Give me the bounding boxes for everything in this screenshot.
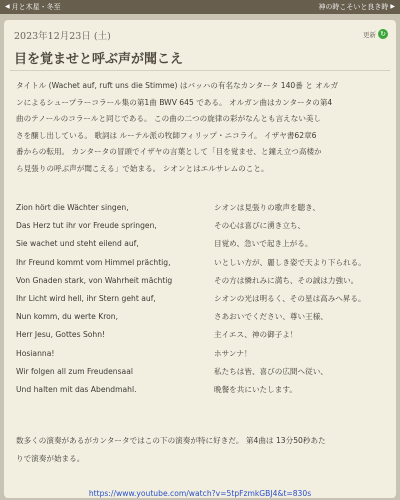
lyric-row <box>16 326 386 344</box>
closing-line: 数多くの演奏があるがカンタータではこの下の演奏が特に好きだ。 第4曲は 13分50秒あた <box>16 436 326 445</box>
lyrics-table <box>16 199 386 399</box>
lyric-german: Das Herz tut ihr vor Freude springen, <box>16 221 157 231</box>
lyric-row <box>16 235 386 253</box>
lyric-japanese: 私たちは皆、喜びの広間へ従い、 <box>214 366 328 376</box>
lyric-japanese: ホサンナ！ <box>214 348 252 358</box>
lyric-japanese: さあおいでください、尊い王様、 <box>214 312 328 322</box>
intro-line: ら見張りの呼ぶ声が聞こえる」で始まる。 シオンとはエルサレムのこと。 <box>16 163 269 173</box>
lyric-row <box>16 381 386 399</box>
intro-line: 曲のテノールのコラールと同じである。 この曲の二つの旋律の彩がなんとも言えない美し <box>16 114 322 123</box>
prev-post-label: 月と木星・冬至 <box>11 3 61 11</box>
lyric-row <box>16 345 386 363</box>
post-date: 2023年12月23日 (土) <box>14 31 111 42</box>
lyric-german: Wir folgen all zum Freudensaal <box>16 366 133 376</box>
lyric-japanese: その方は憐れみに満ち、その誠は力強い。 <box>214 275 359 285</box>
post-closing <box>16 432 386 468</box>
lyric-row <box>16 254 386 272</box>
intro-line: 番からの転用。 カンタータの冒頭でイザヤの言葉として「目を覚ませ、と鐘え立つ高楼か <box>16 147 322 156</box>
title-divider <box>10 70 390 71</box>
lyric-japanese: シオンの光は明るく、その星は高みへ昇る。 <box>214 293 366 303</box>
lyric-row <box>16 363 386 381</box>
intro-line: ンによるシュープラーコラール集の第1曲 BWV 645 である。 オルガン曲はカンタータの第4 <box>16 97 333 107</box>
chevron-right-icon: ▶ <box>390 3 395 10</box>
lyric-japanese: シオンは見張りの歌声を聴き、 <box>214 203 321 212</box>
intro-line: さを醸し出している。 歌詞は ルーテル派の牧師フィリップ・ニコライ。 イザヤ書62章6 <box>16 130 317 140</box>
lyric-row <box>16 308 386 326</box>
next-post-link[interactable] <box>318 0 395 14</box>
lyric-japanese: 晩餐を共にいたします。 <box>214 384 297 394</box>
update-button[interactable] <box>363 29 388 39</box>
update-label: 更新 <box>363 30 376 39</box>
lyric-row <box>16 217 386 235</box>
post-title: 目を覚ませと呼ぶ声が聞こえ <box>14 52 184 67</box>
lyric-german: Ihr Licht wird hell, ihr Stern geht auf, <box>16 293 156 303</box>
post-card <box>4 20 396 498</box>
closing-line: りで演奏が始まる。 <box>16 454 85 463</box>
lyric-german: Sie wachet und steht eilend auf, <box>16 239 139 249</box>
lyric-german: Und halten mit das Abendmahl. <box>16 384 137 394</box>
lyric-row <box>16 272 386 290</box>
lyric-german: Von Gnaden stark, von Wahrheit mächtig <box>16 275 173 285</box>
video-link-container <box>4 489 396 498</box>
intro-line: タイトル (Wachet auf, ruft uns die Stimme) はバッハの有名なカンタータ 140番 と オルガ <box>16 81 339 90</box>
lyric-german: Hosianna! <box>16 348 55 358</box>
lyric-german: Herr Jesu, Gottes Sohn! <box>16 330 106 340</box>
lyric-german: Nun komm, du werte Kron, <box>16 312 119 322</box>
top-navigation <box>0 0 400 14</box>
prev-post-link[interactable] <box>5 0 61 14</box>
post-intro <box>16 78 386 177</box>
chevron-left-icon: ◀ <box>5 3 10 10</box>
lyric-row <box>16 290 386 308</box>
lyric-japanese: 目覚め、急いで起き上がる。 <box>214 239 313 249</box>
lyric-japanese: いとしい方が、麗しき姿で天より下られる。 <box>214 257 366 267</box>
lyric-german: Ihr Freund kommt vom Himmel prächtig, <box>16 257 171 267</box>
video-link[interactable]: https://www.youtube.com/watch?v=5tpFzmkGBJ4&t=830s <box>88 489 312 498</box>
lyric-german: Zion hört die Wächter singen, <box>16 203 129 212</box>
lyric-japanese: その心は喜びに湧き立ち、 <box>214 221 306 231</box>
lyric-japanese: 主イエス、神の御子よ！ <box>214 330 298 340</box>
lyric-row <box>16 199 386 217</box>
refresh-icon: ↻ <box>378 29 388 39</box>
next-post-label: 神の時こそいと良き時 <box>318 3 389 11</box>
